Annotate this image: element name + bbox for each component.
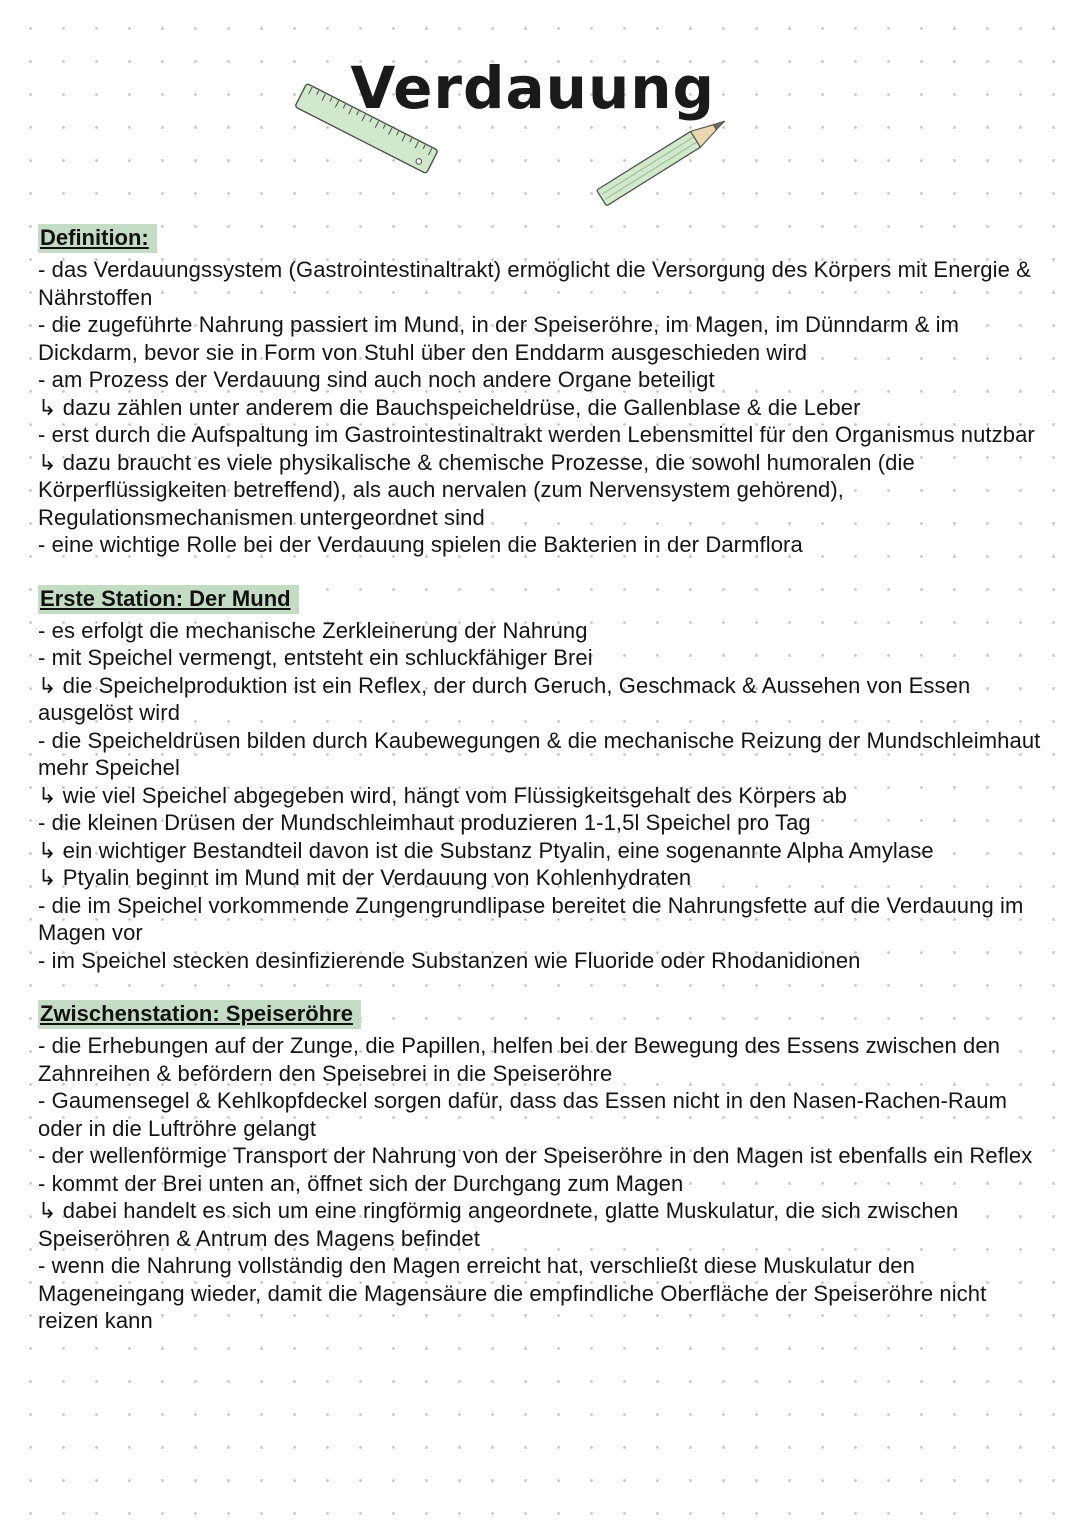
- dash-marker: -: [38, 1143, 46, 1168]
- notes-content: [0, 224, 1080, 1335]
- arrow-marker: ↳: [38, 672, 57, 698]
- note-text: eine wichtige Rolle bei der Verdauung spielen die Bakterien in der Darmflora: [51, 532, 803, 557]
- note-line: [38, 449, 1044, 532]
- arrow-marker: ↳: [38, 394, 57, 420]
- dash-marker: -: [38, 1253, 46, 1278]
- note-line: [38, 617, 1044, 645]
- note-text: wie viel Speichel abgegeben wird, hängt vom Flüssigkeitsgehalt des Körpers ab: [62, 782, 848, 808]
- note-line: [38, 1087, 1044, 1142]
- arrow-marker: ↳: [38, 782, 57, 808]
- note-text: dabei handelt es sich um eine ringförmig angeordnete, glatte Muskulatur, die sich zwischen Speiseröhren & Antrum des Magens befindet: [38, 1198, 959, 1251]
- note-text: dazu braucht es viele physikalische & chemische Prozesse, die sowohl humoralen (die Körperflüssigkeiten betreffend), als auch nervalen (zum Nervensystem gehörend), Regulationsmechanismen untergeordnet sind: [38, 449, 915, 530]
- dash-marker: -: [38, 422, 46, 447]
- dash-marker: -: [38, 617, 46, 643]
- note-line: [38, 311, 1044, 366]
- note-line: [38, 644, 1044, 672]
- note-text: die Speicheldrüsen bilden durch Kaubewegungen & die mechanische Reizung der Mundschleimhaut mehr Speichel: [38, 727, 1041, 780]
- note-text: der wellenförmige Transport der Nahrung von der Speiseröhre in den Magen ist ebenfalls ein Reflex: [51, 1143, 1033, 1168]
- note-text: mit Speichel vermengt, entsteht ein schluckfähiger Brei: [51, 645, 593, 670]
- section-zwischenstation-speiseroehre: [38, 1000, 1044, 1335]
- page-title: Verdauung: [350, 54, 716, 122]
- dash-marker: -: [38, 1033, 46, 1058]
- dash-marker: -: [38, 367, 46, 392]
- note-text: erst durch die Aufspaltung im Gastrointestinaltrakt werden Lebensmittel für den Organismus nutzbar: [51, 422, 1035, 447]
- note-text: dazu zählen unter anderem die Bauchspeicheldrüse, die Gallenblase & die Leber: [62, 394, 861, 420]
- note-text: kommt der Brei unten an, öffnet sich der Durchgang zum Magen: [51, 1170, 684, 1196]
- note-line: [38, 947, 1044, 975]
- section-heading: Zwischenstation: Speiseröhre: [38, 1000, 361, 1029]
- note-text: das Verdauungssystem (Gastrointestinaltrakt) ermöglicht die Versorgung des Körpers mit Energie & Nährstoffen: [38, 257, 1031, 310]
- note-text: Ptyalin beginnt im Mund mit der Verdauung von Kohlenhydraten: [62, 865, 692, 890]
- pencil-icon: [594, 110, 733, 208]
- section-items: [38, 1032, 1044, 1335]
- arrow-marker: ↳: [38, 1198, 57, 1223]
- note-text: wenn die Nahrung vollständig den Magen erreicht hat, verschließt diese Muskulatur den Mageneingang wieder, damit die Magensäure die empfindliche Oberfläche der Speiseröhre nicht reizen kann: [38, 1253, 987, 1333]
- note-line: [38, 837, 1044, 865]
- dash-marker: -: [38, 312, 46, 337]
- section-erste-station-mund: [38, 585, 1044, 975]
- note-line: [38, 256, 1044, 311]
- note-line: [38, 809, 1044, 837]
- section-items: [38, 256, 1044, 559]
- note-line: [38, 394, 1044, 422]
- note-line: [38, 421, 1044, 449]
- note-text: Gaumensegel & Kehlkopfdeckel sorgen dafür, dass das Essen nicht in den Nasen-Rachen-Raum oder in die Luftröhre gelangt: [38, 1088, 1008, 1141]
- page-header: [0, 0, 1080, 224]
- section-definition: [38, 224, 1044, 559]
- dash-marker: -: [38, 892, 46, 918]
- dash-marker: -: [38, 1170, 46, 1196]
- dash-marker: -: [38, 1088, 46, 1113]
- note-line: [38, 672, 1044, 727]
- note-line: [38, 1142, 1044, 1170]
- note-line: [38, 864, 1044, 892]
- dash-marker: -: [38, 257, 46, 282]
- section-heading: Definition:: [38, 224, 157, 253]
- arrow-marker: ↳: [38, 865, 57, 890]
- arrow-marker: ↳: [38, 837, 57, 863]
- note-line: [38, 531, 1044, 559]
- note-text: die Speichelproduktion ist ein Reflex, der durch Geruch, Geschmack & Aussehen von Essen ausgelöst wird: [38, 672, 971, 725]
- note-line: [38, 1032, 1044, 1087]
- note-text: die Erhebungen auf der Zunge, die Papillen, helfen bei der Bewegung des Essens zwischen den Zahnreihen & befördern den Speisebrei in die Speiseröhre: [38, 1033, 1001, 1086]
- note-text: die kleinen Drüsen der Mundschleimhaut produzieren 1-1,5l Speichel pro Tag: [51, 810, 811, 835]
- dash-marker: -: [38, 947, 46, 973]
- note-text: im Speichel stecken desinfizierende Substanzen wie Fluoride oder Rhodanidionen: [51, 947, 861, 973]
- dash-marker: -: [38, 532, 46, 557]
- note-text: es erfolgt die mechanische Zerkleinerung der Nahrung: [51, 617, 588, 643]
- note-line: [38, 892, 1044, 947]
- note-line: [38, 727, 1044, 782]
- section-items: [38, 617, 1044, 975]
- section-heading: Erste Station: Der Mund: [38, 585, 299, 614]
- note-text: die zugeführte Nahrung passiert im Mund, in der Speiseröhre, im Magen, im Dünndarm & im Dickdarm, bevor sie in Form von Stuhl über den Enddarm ausgeschieden wird: [38, 312, 960, 365]
- note-line: [38, 1252, 1044, 1335]
- dash-marker: -: [38, 645, 46, 670]
- note-text: die im Speichel vorkommende Zungengrundlipase bereitet die Nahrungsfette auf die Verdauung im Magen vor: [38, 892, 1024, 945]
- note-line: [38, 1197, 1044, 1252]
- note-text: ein wichtiger Bestandteil davon ist die Substanz Ptyalin, eine sogenannte Alpha Amylase: [62, 837, 934, 863]
- note-text: am Prozess der Verdauung sind auch noch andere Organe beteiligt: [51, 367, 715, 392]
- note-line: [38, 1170, 1044, 1198]
- dash-marker: -: [38, 727, 46, 753]
- note-line: [38, 782, 1044, 810]
- note-line: [38, 366, 1044, 394]
- arrow-marker: ↳: [38, 449, 57, 475]
- dash-marker: -: [38, 810, 46, 835]
